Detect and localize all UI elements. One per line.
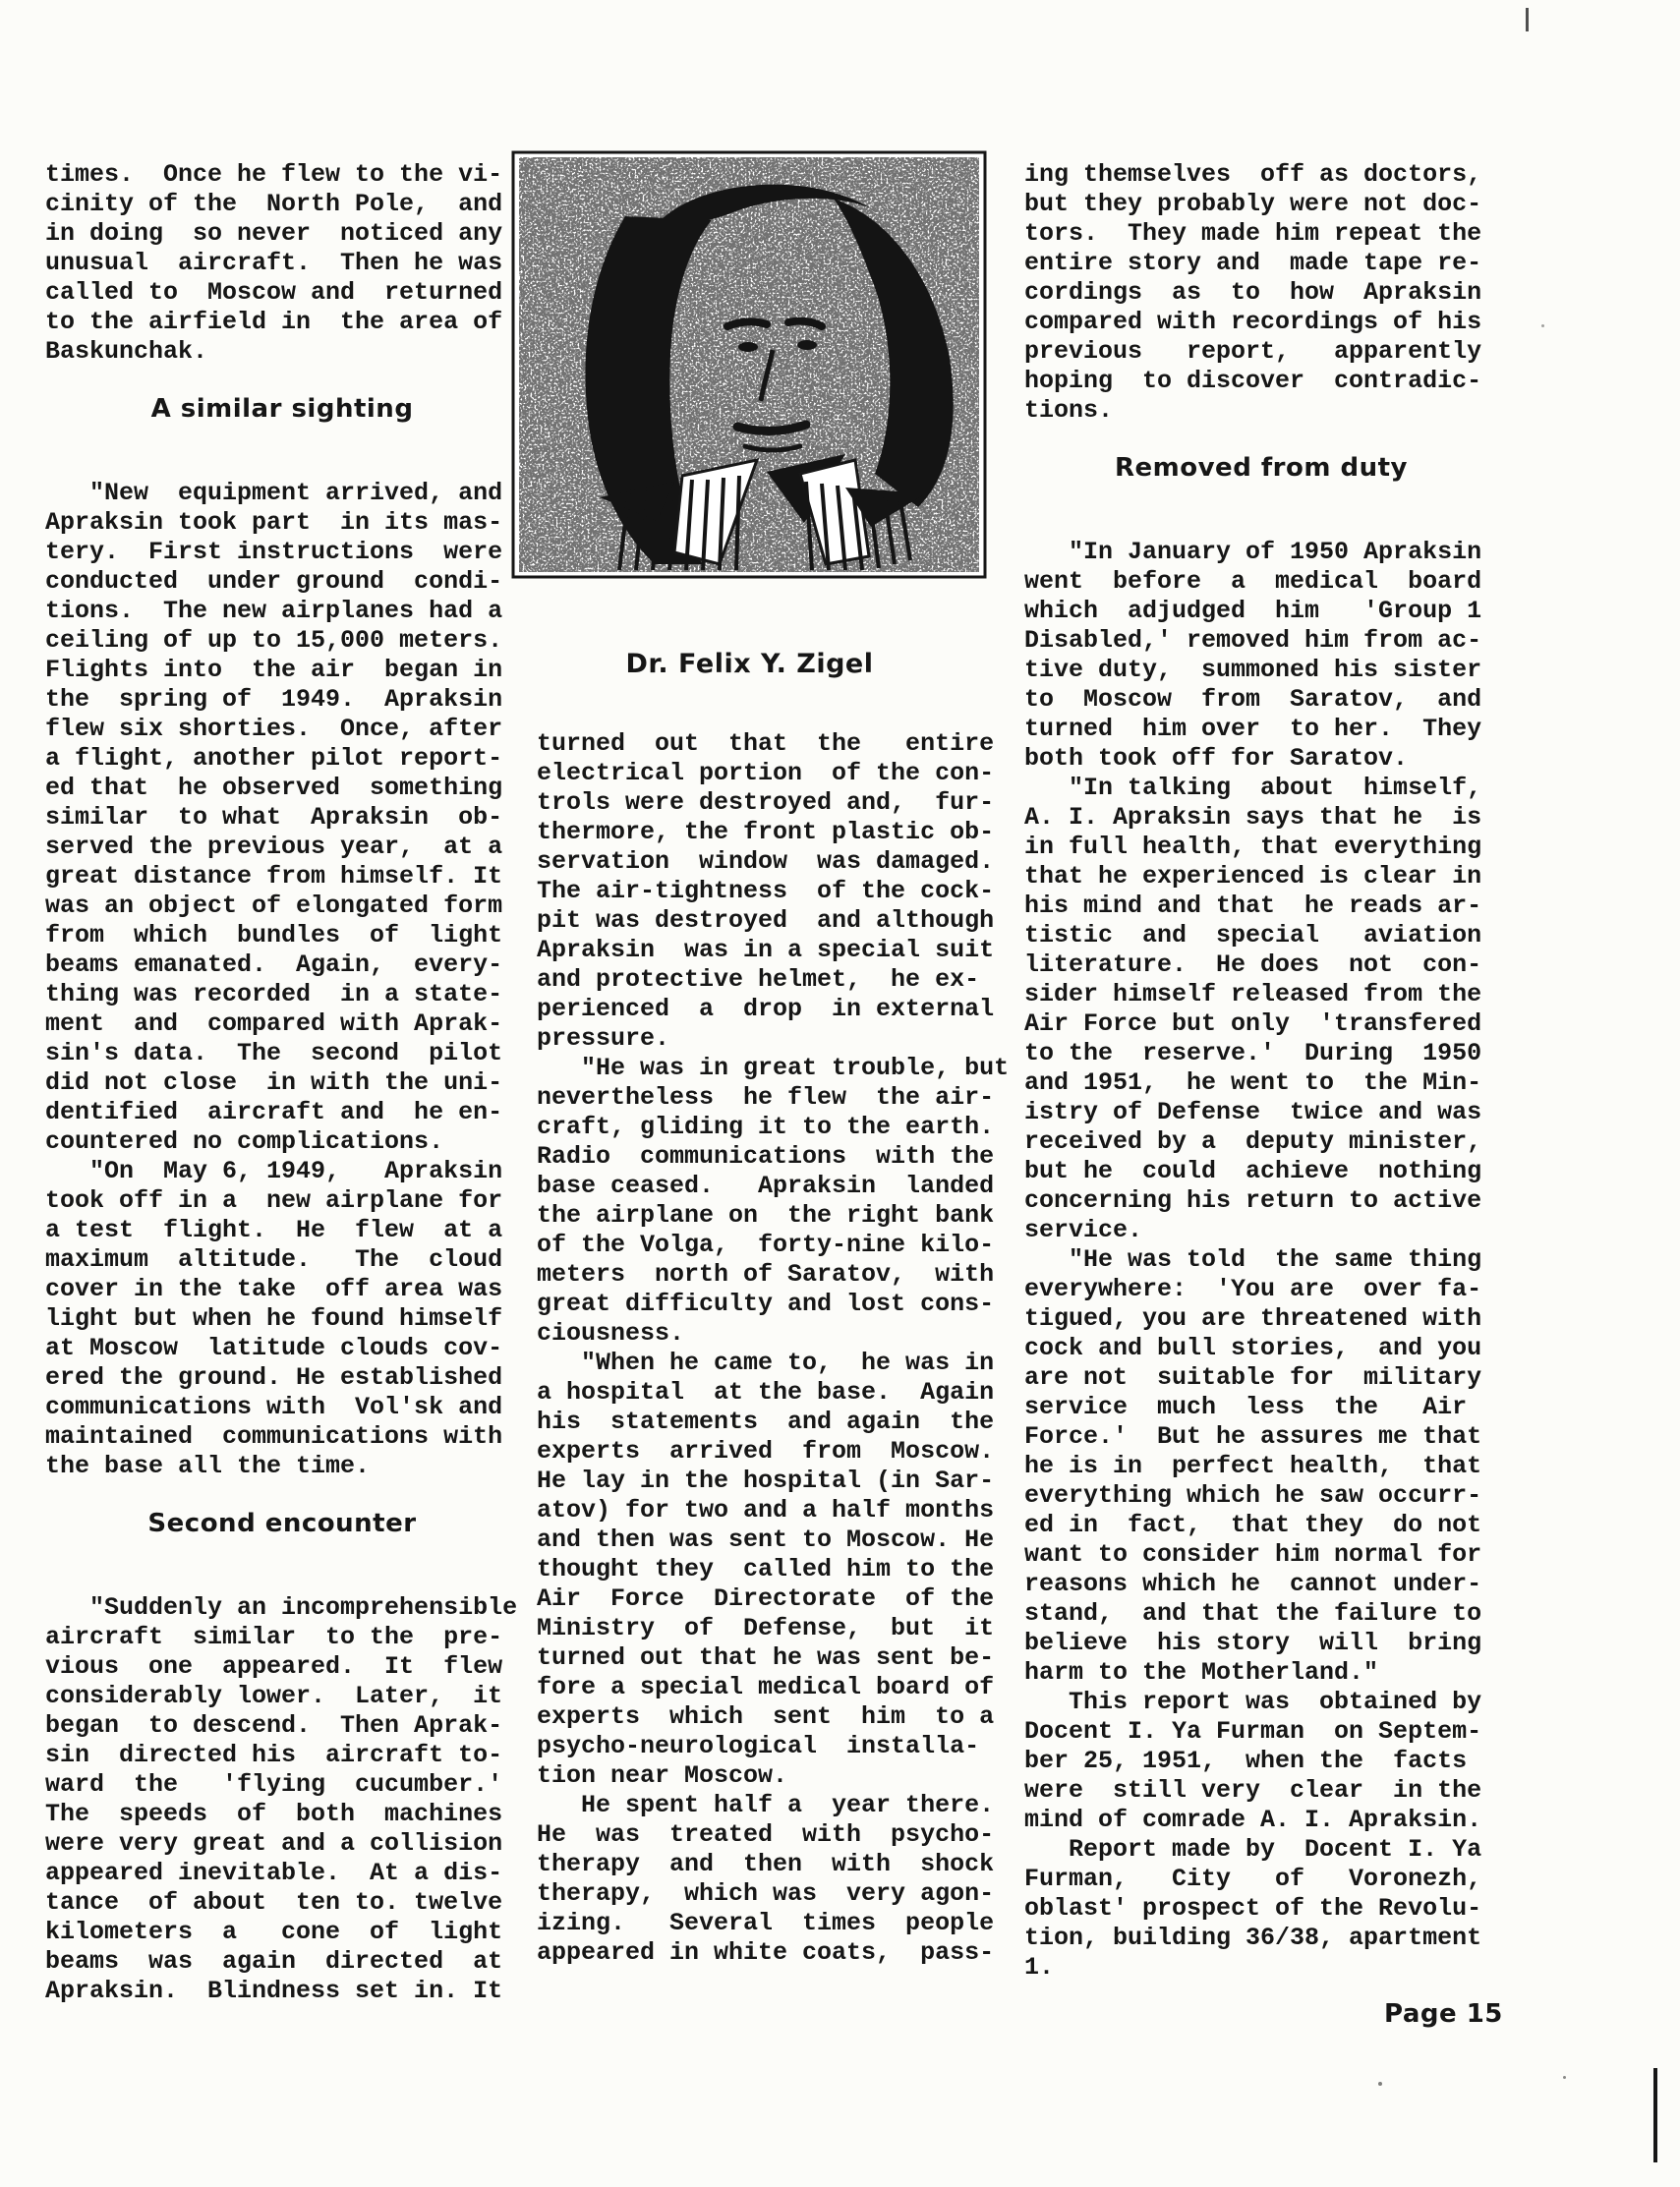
text-line: fore a special medical board of (537, 1673, 995, 1701)
text-line: his statements and again the (537, 1408, 995, 1436)
portrait-photo (509, 147, 990, 582)
text-line: in full health, that everything (1024, 833, 1482, 861)
text-line: was an object of elongated form (45, 892, 503, 920)
section-heading: A similar sighting (150, 394, 414, 424)
text-line: and 1951, he went to the Min- (1024, 1068, 1482, 1097)
text-line: the spring of 1949. Apraksin (45, 685, 503, 714)
text-line: Apraksin. Blindness set in. It (45, 1977, 503, 2005)
text-line: were very great and a collision (45, 1829, 503, 1858)
text-line: considerably lower. Later, it (45, 1682, 503, 1710)
text-line: served the previous year, at a (45, 833, 503, 861)
text-line: ment and compared with Aprak- (45, 1009, 503, 1038)
text-line: tive duty, summoned his sister (1024, 656, 1482, 684)
text-line: izing. Several times people (537, 1909, 995, 1937)
text-line: to the reserve.' During 1950 (1024, 1039, 1482, 1067)
text-line: tigued, you are threatened with (1024, 1304, 1482, 1333)
text-line: vious one appeared. It flew (45, 1652, 503, 1681)
text-line: the airplane on the right bank (537, 1201, 995, 1230)
text-line: meters north of Saratov, with (537, 1260, 995, 1289)
halftone-portrait-illustration (509, 147, 990, 582)
text-line: everywhere: 'You are over fa- (1024, 1275, 1482, 1303)
text-line: are not suitable for military (1024, 1363, 1482, 1392)
text-line: pit was destroyed and although (537, 906, 995, 935)
scan-tick-mark (1526, 8, 1529, 31)
text-line: Furman, City of Voronezh, (1024, 1865, 1482, 1893)
text-line: maintained communications with (45, 1422, 503, 1451)
text-line: Report made by Docent I. Ya (1024, 1835, 1482, 1864)
text-line: unusual aircraft. Then he was (45, 249, 503, 277)
text-line: similar to what Apraksin ob- (45, 803, 503, 832)
text-line: "Suddenly an incomprehensible (45, 1593, 518, 1622)
text-line: times. Once he flew to the vi- (45, 160, 503, 189)
text-line: psycho-neurological installa- (537, 1732, 980, 1760)
text-line: called to Moscow and returned (45, 278, 503, 307)
text-line: turned him over to her. They (1024, 715, 1482, 743)
text-line: the base all the time. (45, 1452, 371, 1480)
text-line: literature. He does not con- (1024, 950, 1482, 979)
text-column-middle (537, 729, 1011, 1968)
text-line: nevertheless he flew the air- (537, 1083, 995, 1112)
text-line: but they probably were not doc- (1024, 190, 1482, 218)
text-line: cock and bull stories, and you (1024, 1334, 1482, 1362)
text-line: both took off for Saratov. (1024, 744, 1409, 773)
text-line: at Moscow latitude clouds cov- (45, 1334, 503, 1362)
page-number: Page 15 (1384, 1999, 1503, 2029)
section-heading: Removed from duty (1115, 453, 1408, 483)
text-line: reasons which he cannot under- (1024, 1570, 1482, 1598)
text-line: ed in fact, that they do not (1024, 1511, 1482, 1539)
text-line: hoping to discover contradic- (1024, 367, 1482, 395)
text-line: tors. They made him repeat the (1024, 219, 1482, 248)
text-line: cover in the take off area was (45, 1275, 503, 1303)
text-column-right (1024, 160, 1498, 1983)
text-line: appeared inevitable. At a dis- (45, 1859, 503, 1887)
text-line: tance of about ten to. twelve (45, 1888, 503, 1917)
text-line: electrical portion of the con- (537, 759, 995, 787)
text-line: a flight, another pilot report- (45, 744, 503, 773)
text-line: entire story and made tape re- (1024, 249, 1482, 277)
text-line: maximum altitude. The cloud (45, 1245, 503, 1274)
text-line: sider himself released from the (1024, 980, 1482, 1008)
text-line: tions. (1024, 396, 1114, 425)
text-line: great difficulty and lost cons- (537, 1290, 995, 1318)
text-line: "He was in great trouble, but (537, 1054, 1010, 1082)
text-line: went before a medical board (1024, 567, 1482, 596)
text-line: in doing so never noticed any (45, 219, 503, 248)
text-line: mind of comrade A. I. Apraksin. (1024, 1806, 1482, 1834)
text-line: service. (1024, 1216, 1143, 1244)
text-line: everything which he saw occurr- (1024, 1481, 1482, 1510)
text-line: great distance from himself. It (45, 862, 503, 891)
text-line: Ministry of Defense, but it (537, 1614, 995, 1642)
text-line: craft, gliding it to the earth. (537, 1113, 995, 1141)
text-line: ward the 'flying cucumber.' (45, 1770, 503, 1799)
text-line: Apraksin was in a special suit (537, 936, 995, 964)
text-line: "In talking about himself, (1024, 774, 1482, 802)
text-line: therapy, which was very agon- (537, 1879, 995, 1908)
scan-speck (1563, 2076, 1566, 2079)
text-line: appeared in white coats, pass- (537, 1938, 995, 1967)
text-line: a test flight. He flew at a (45, 1216, 503, 1244)
text-line: tion, building 36/38, apartment (1024, 1924, 1482, 1952)
text-line: from which bundles of light (45, 921, 503, 950)
scan-edge-line (1653, 2068, 1657, 2162)
text-line: communications with Vol'sk and (45, 1393, 503, 1421)
text-line: service much less the Air (1024, 1393, 1468, 1421)
text-line: The speeds of both machines (45, 1800, 503, 1828)
text-line: pressure. (537, 1024, 670, 1053)
text-line: ing themselves off as doctors, (1024, 160, 1482, 189)
text-line: were still very clear in the (1024, 1776, 1482, 1805)
text-line: which adjudged him 'Group 1 (1024, 597, 1482, 625)
text-line: to Moscow from Saratov, and (1024, 685, 1482, 714)
text-line: thought they called him to the (537, 1555, 995, 1583)
text-line: sin directed his aircraft to- (45, 1741, 503, 1769)
text-line: experts arrived from Moscow. (537, 1437, 995, 1466)
text-line: sin's data. The second pilot (45, 1039, 503, 1067)
text-line: harm to the Motherland." (1024, 1658, 1379, 1687)
section-heading: Second encounter (147, 1509, 417, 1538)
text-line: Docent I. Ya Furman on Septem- (1024, 1717, 1482, 1746)
text-line: ciousness. (537, 1319, 685, 1348)
text-line: previous report, apparently (1024, 337, 1482, 366)
text-line: countered no complications. (45, 1127, 444, 1156)
text-line: He was treated with psycho- (537, 1820, 995, 1849)
text-line: Force.' But he assures me that (1024, 1422, 1482, 1451)
text-line: took off in a new airplane for (45, 1186, 503, 1215)
text-line: dentified aircraft and he en- (45, 1098, 503, 1126)
text-line: to the airfield in the area of (45, 308, 503, 336)
text-line: therapy and then with shock (537, 1850, 995, 1878)
text-line: received by a deputy minister, (1024, 1127, 1482, 1156)
text-line: of the Volga, forty-nine kilo- (537, 1231, 995, 1259)
text-line: Flights into the air began in (45, 656, 503, 684)
text-line: cinity of the North Pole, and (45, 190, 503, 218)
text-line: tion near Moscow. (537, 1761, 788, 1790)
text-line: turned out that the entire (537, 729, 995, 758)
scan-speck (1541, 324, 1544, 327)
text-line: ered the ground. He established (45, 1363, 503, 1392)
text-line: stand, and that the failure to (1024, 1599, 1482, 1628)
text-line: conducted under ground condi- (45, 567, 503, 596)
text-line: and then was sent to Moscow. He (537, 1525, 995, 1554)
text-line: cordings as to how Apraksin (1024, 278, 1482, 307)
text-line: "He was told the same thing (1024, 1245, 1482, 1274)
text-line: believe his story will bring (1024, 1629, 1482, 1657)
text-line: a hospital at the base. Again (537, 1378, 995, 1407)
text-line: beams emanated. Again, every- (45, 950, 503, 979)
text-line: "New equipment arrived, and (45, 479, 503, 507)
text-line: Air Force but only 'transfered (1024, 1009, 1482, 1038)
text-line: that he experienced is clear in (1024, 862, 1482, 891)
text-line: 1. (1024, 1953, 1055, 1982)
text-line: He lay in the hospital (in Sar- (537, 1467, 995, 1495)
text-line: tions. The new airplanes had a (45, 597, 503, 625)
text-line: This report was obtained by (1024, 1688, 1482, 1716)
text-line: his mind and that he reads ar- (1024, 892, 1482, 920)
text-line: perienced a drop in external (537, 995, 995, 1023)
text-line: Baskunchak. (45, 337, 208, 366)
text-line: began to descend. Then Aprak- (45, 1711, 503, 1740)
text-line: tery. First instructions were (45, 538, 503, 566)
text-line: Disabled,' removed him from ac- (1024, 626, 1482, 655)
text-line: Apraksin took part in its mas- (45, 508, 503, 537)
text-line: and protective helmet, he ex- (537, 965, 980, 994)
text-line: want to consider him normal for (1024, 1540, 1482, 1569)
text-line: oblast' prospect of the Revolu- (1024, 1894, 1482, 1923)
text-line: base ceased. Apraksin landed (537, 1172, 995, 1200)
text-line: ceiling of up to 15,000 meters. (45, 626, 503, 655)
text-line: thing was recorded in a state- (45, 980, 503, 1008)
text-line: istry of Defense twice and was (1024, 1098, 1482, 1126)
text-line: servation window was damaged. (537, 847, 995, 876)
text-line: thermore, the front plastic ob- (537, 818, 995, 846)
text-line: Radio communications with the (537, 1142, 995, 1171)
text-line: concerning his return to active (1024, 1186, 1482, 1215)
text-line: ber 25, 1951, when the facts (1024, 1747, 1468, 1775)
text-line: tistic and special aviation (1024, 921, 1482, 950)
text-line: aircraft similar to the pre- (45, 1623, 503, 1651)
text-line: ed that he observed something (45, 774, 503, 802)
text-line: "In January of 1950 Apraksin (1024, 538, 1482, 566)
text-line: atov) for two and a half months (537, 1496, 995, 1525)
text-line: A. I. Apraksin says that he is (1024, 803, 1482, 832)
text-line: flew six shorties. Once, after (45, 715, 503, 743)
text-line: but he could achieve nothing (1024, 1157, 1482, 1185)
text-line: He spent half a year there. (537, 1791, 995, 1819)
text-line: light but when he found himself (45, 1304, 503, 1333)
text-line: "When he came to, he was in (537, 1349, 995, 1377)
photo-caption: Dr. Felix Y. Zigel (625, 649, 874, 679)
text-line: he is in perfect health, that (1024, 1452, 1482, 1480)
text-line: Air Force Directorate of the (537, 1584, 995, 1613)
scan-speck (1378, 2082, 1382, 2086)
text-line: kilometers a cone of light (45, 1918, 503, 1946)
text-line: compared with recordings of his (1024, 308, 1482, 336)
text-line: "On May 6, 1949, Apraksin (45, 1157, 503, 1185)
text-line: The air-tightness of the cock- (537, 877, 995, 905)
text-line: beams was again directed at (45, 1947, 503, 1976)
text-line: experts which sent him to a (537, 1702, 995, 1731)
text-column-left (45, 160, 519, 2006)
text-line: turned out that he was sent be- (537, 1643, 995, 1672)
text-line: did not close in with the uni- (45, 1068, 503, 1097)
text-line: trols were destroyed and, fur- (537, 788, 995, 817)
